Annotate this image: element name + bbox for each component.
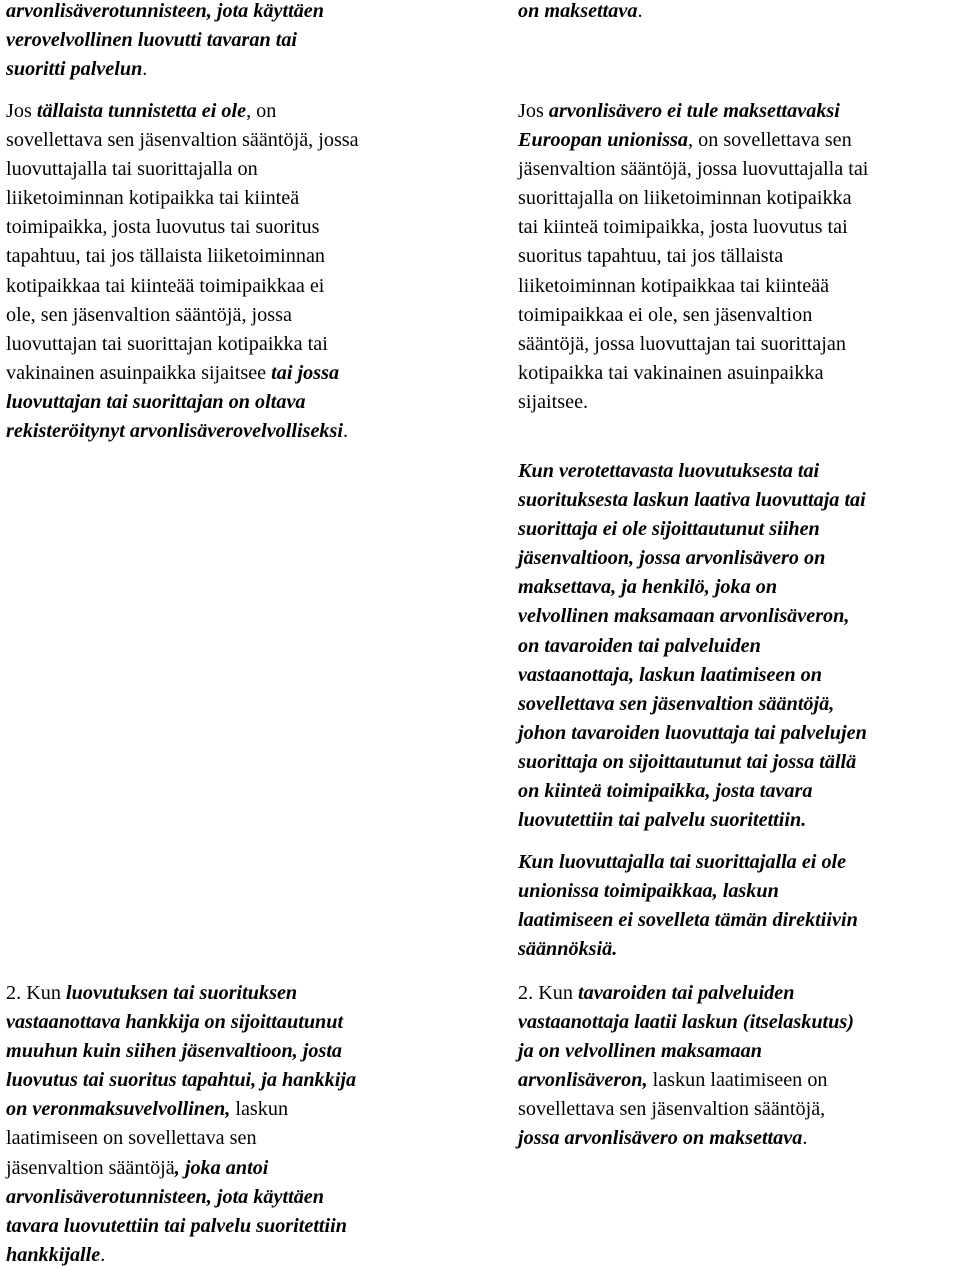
- right-p5-tail: .: [802, 1127, 808, 1150]
- left-paragraph-1: [6, 0, 476, 84]
- right-paragraph-1: [518, 0, 958, 26]
- left-paragraph-2: [6, 97, 476, 446]
- left-p3-emphasis-2: , joka antoi arvonlisäverotunnisteen, jota käyttäen tavara luovutettiin tai palvelu suoritettiin hankkijalle: [6, 1156, 347, 1266]
- left-p3-lead: 2. Kun: [6, 982, 67, 1004]
- right-p5-emphasis-2: jossa arvonlisävero on maksettava: [518, 1127, 803, 1150]
- right-paragraph-5: [518, 979, 958, 1154]
- right-p5-lead: 2. Kun: [518, 982, 579, 1004]
- left-p2-emphasis-2: tai jossa luovuttajan tai suorittajan on oltava rekisteröitynyt arvonlisäverovelvolliseksi: [6, 361, 343, 443]
- left-p3-body: laskun laatimiseen on sovellettava sen jäsenvaltion sääntöjä: [6, 1098, 289, 1179]
- right-p5-body: laskun laatimiseen on sovellettava sen jäsenvaltion sääntöjä,: [518, 1069, 828, 1121]
- left-p2-body: , on sovellettava sen jäsenvaltion sääntöjä, jossa luovuttajalla tai suorittajalla on liiketoiminnan kotipaikka tai kiinteä toimipaikka, josta luovutus tai suoritus tapahtuu, tai jos tällaista liiketoiminnan kotipaikkaa tai kiinteää toimipaikkaa ei ole, sen jäsenvaltion sääntöjä, jossa luovuttajan tai suorittajan kotipaikka tai vakinainen asuinpaikka sijaitsee: [6, 100, 359, 384]
- left-p1-tail: .: [142, 58, 148, 81]
- right-p3-emphasis: Kun verotettavasta luovutuksesta tai suorituksesta laskun laativa luovuttaja tai suorittaja ei ole sijoittautunut siihen jäsenvaltioon, jossa arvonlisävero on maksettava, ja henkilö, joka on velvollinen maksamaan arvonlisäveron, on tavaroiden tai palveluiden vastaanottaja, laskun laatimiseen on sovellettava sen jäsenvaltion sääntöjä, johon tavaroiden luovuttaja tai palvelujen suorittaja on sijoittautunut tai jossa tällä on kiinteä toimipaikka, josta tavara luovutettiin tai palvelu suoritettiin.: [518, 460, 867, 832]
- right-p2-emphasis: arvonlisävero ei tule maksettavaksi Euroopan unionissa: [518, 100, 840, 152]
- right-p4-emphasis: Kun luovuttajalla tai suorittajalla ei ole unionissa toimipaikkaa, laskun laatimiseen ei sovelleta tämän direktiivin säännöksiä.: [518, 851, 858, 961]
- left-p1-line-3: suoritti palvelun: [6, 58, 143, 81]
- left-p1-line-1: arvonlisäverotunnisteen, jota käyttäen: [6, 0, 324, 22]
- left-p2-lead: Jos: [6, 100, 37, 122]
- right-p2-lead: Jos: [518, 100, 549, 122]
- right-p5-emphasis-1: tavaroiden tai palveluiden vastaanottaja laatii laskun (itselaskutus) ja on velvollinen maksamaan arvonlisäveron,: [518, 982, 854, 1092]
- left-p1-line-2: verovelvollinen luovutti tavaran tai: [6, 29, 298, 52]
- left-p3-tail: .: [100, 1243, 106, 1266]
- right-paragraph-2: [518, 97, 958, 417]
- right-p2-body: , on sovellettava sen jäsenvaltion sääntöjä, jossa luovuttajalla tai suorittajalla on liiketoiminnan kotipaikka tai kiinteä toimipaikka, josta luovutus tai suoritus tapahtuu, tai jos tällaista liiketoiminnan kotipaikkaa tai kiinteää toimipaikkaa ei ole, sen jäsenvaltion sääntöjä, jossa luovuttajan tai suorittajan kotipaikka tai vakinainen asuinpaikka sijaitsee.: [518, 129, 869, 413]
- right-paragraph-3: [518, 457, 958, 835]
- left-p3-emphasis-1: luovutuksen tai suorituksen vastaanottava hankkija on sijoittautunut muuhun kuin siihen jäsenvaltioon, josta luovutus tai suoritus tapahtui, ja hankkija on veronmaksuvelvollinen,: [6, 982, 357, 1121]
- left-p2-emphasis-1: tällaista tunnistetta ei ole: [36, 100, 247, 122]
- left-paragraph-3: [6, 979, 476, 1270]
- right-p1-emphasis: on maksettava: [518, 0, 638, 22]
- right-paragraph-4: [518, 848, 958, 964]
- left-p2-tail: .: [342, 420, 349, 443]
- right-p1-tail: .: [637, 0, 643, 22]
